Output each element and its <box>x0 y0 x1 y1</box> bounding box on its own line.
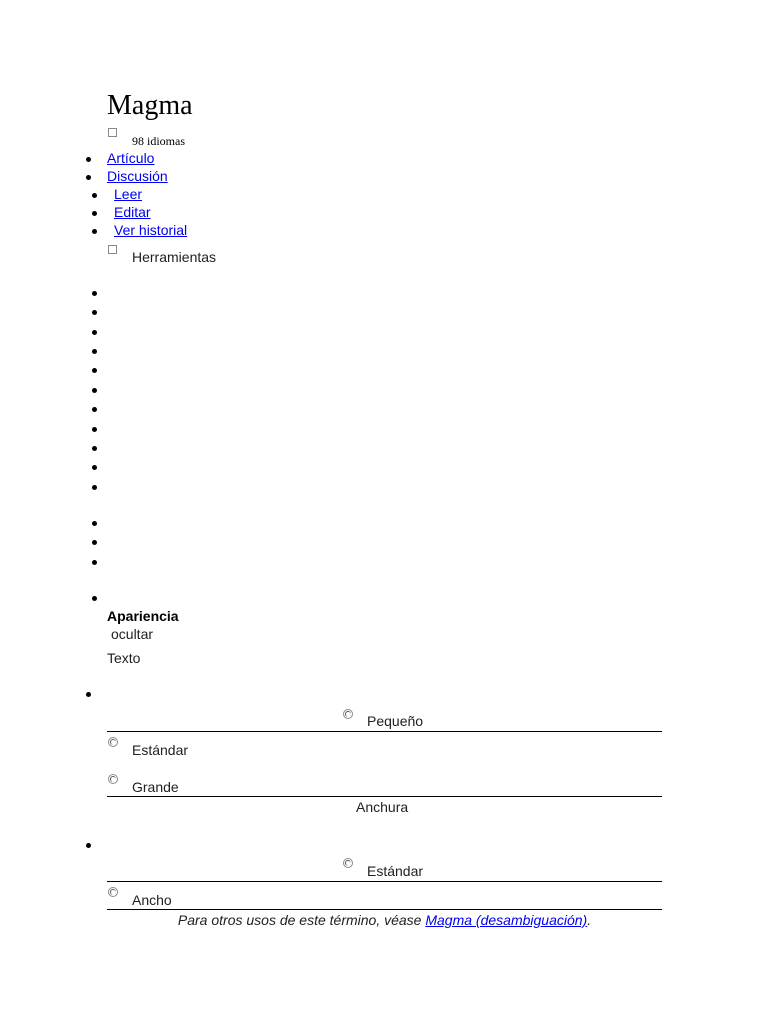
page-title: Magma <box>107 90 193 121</box>
tab-articulo[interactable]: Artículo <box>107 150 155 166</box>
tab-leer[interactable]: Leer <box>114 186 143 202</box>
languages-checkbox[interactable] <box>108 128 117 137</box>
list-bullet <box>92 521 97 526</box>
divider <box>107 909 662 910</box>
hatnote <box>107 911 662 929</box>
width-standard-label[interactable]: Estándar <box>367 863 424 879</box>
list-bullet <box>92 485 97 490</box>
divider <box>107 881 662 882</box>
divider <box>107 796 662 797</box>
appearance-hide-button[interactable]: ocultar <box>111 626 154 642</box>
list-bullet <box>92 330 97 335</box>
list-bullet <box>92 291 97 296</box>
width-wide-radio[interactable] <box>108 887 118 897</box>
list-bullet <box>92 446 97 451</box>
appearance-heading: Apariencia <box>107 608 179 624</box>
list-bullet <box>92 407 97 412</box>
list-bullet <box>86 175 91 180</box>
hatnote-prefix: Para otros usos de este término, véase <box>177 912 426 928</box>
hatnote-suffix: . <box>587 912 592 928</box>
tab-ver-historial[interactable]: Ver historial <box>114 222 188 238</box>
languages-label[interactable]: 98 idiomas <box>132 134 185 148</box>
list-bullet <box>92 368 97 373</box>
tab-discusion[interactable]: Discusión <box>107 168 168 184</box>
text-size-standard-label[interactable]: Estándar <box>132 742 189 758</box>
text-size-standard-radio[interactable] <box>108 737 118 747</box>
list-bullet <box>92 388 97 393</box>
text-size-heading: Texto <box>107 650 141 666</box>
text-size-small-radio[interactable] <box>343 709 353 719</box>
list-bullet <box>92 560 97 565</box>
tab-editar[interactable]: Editar <box>114 204 151 220</box>
list-bullet <box>92 540 97 545</box>
list-bullet <box>92 427 97 432</box>
divider <box>107 731 662 732</box>
text-size-large-radio[interactable] <box>108 774 118 784</box>
text-size-large-label[interactable]: Grande <box>132 779 179 795</box>
tools-checkbox[interactable] <box>108 245 117 254</box>
disambiguation-link[interactable]: Magma (desambiguación) <box>425 912 588 928</box>
list-bullet <box>92 310 97 315</box>
text-size-small-label[interactable]: Pequeño <box>367 713 424 729</box>
list-bullet <box>92 229 97 234</box>
list-bullet <box>86 692 91 697</box>
tools-label[interactable]: Herramientas <box>132 249 217 265</box>
width-standard-radio[interactable] <box>343 858 353 868</box>
list-bullet <box>92 193 97 198</box>
list-bullet <box>86 157 91 162</box>
list-bullet <box>86 843 91 848</box>
list-bullet <box>92 596 97 601</box>
list-bullet <box>92 211 97 216</box>
width-heading: Anchura <box>356 799 409 815</box>
list-bullet <box>92 465 97 470</box>
list-bullet <box>92 349 97 354</box>
width-wide-label[interactable]: Ancho <box>132 892 172 908</box>
